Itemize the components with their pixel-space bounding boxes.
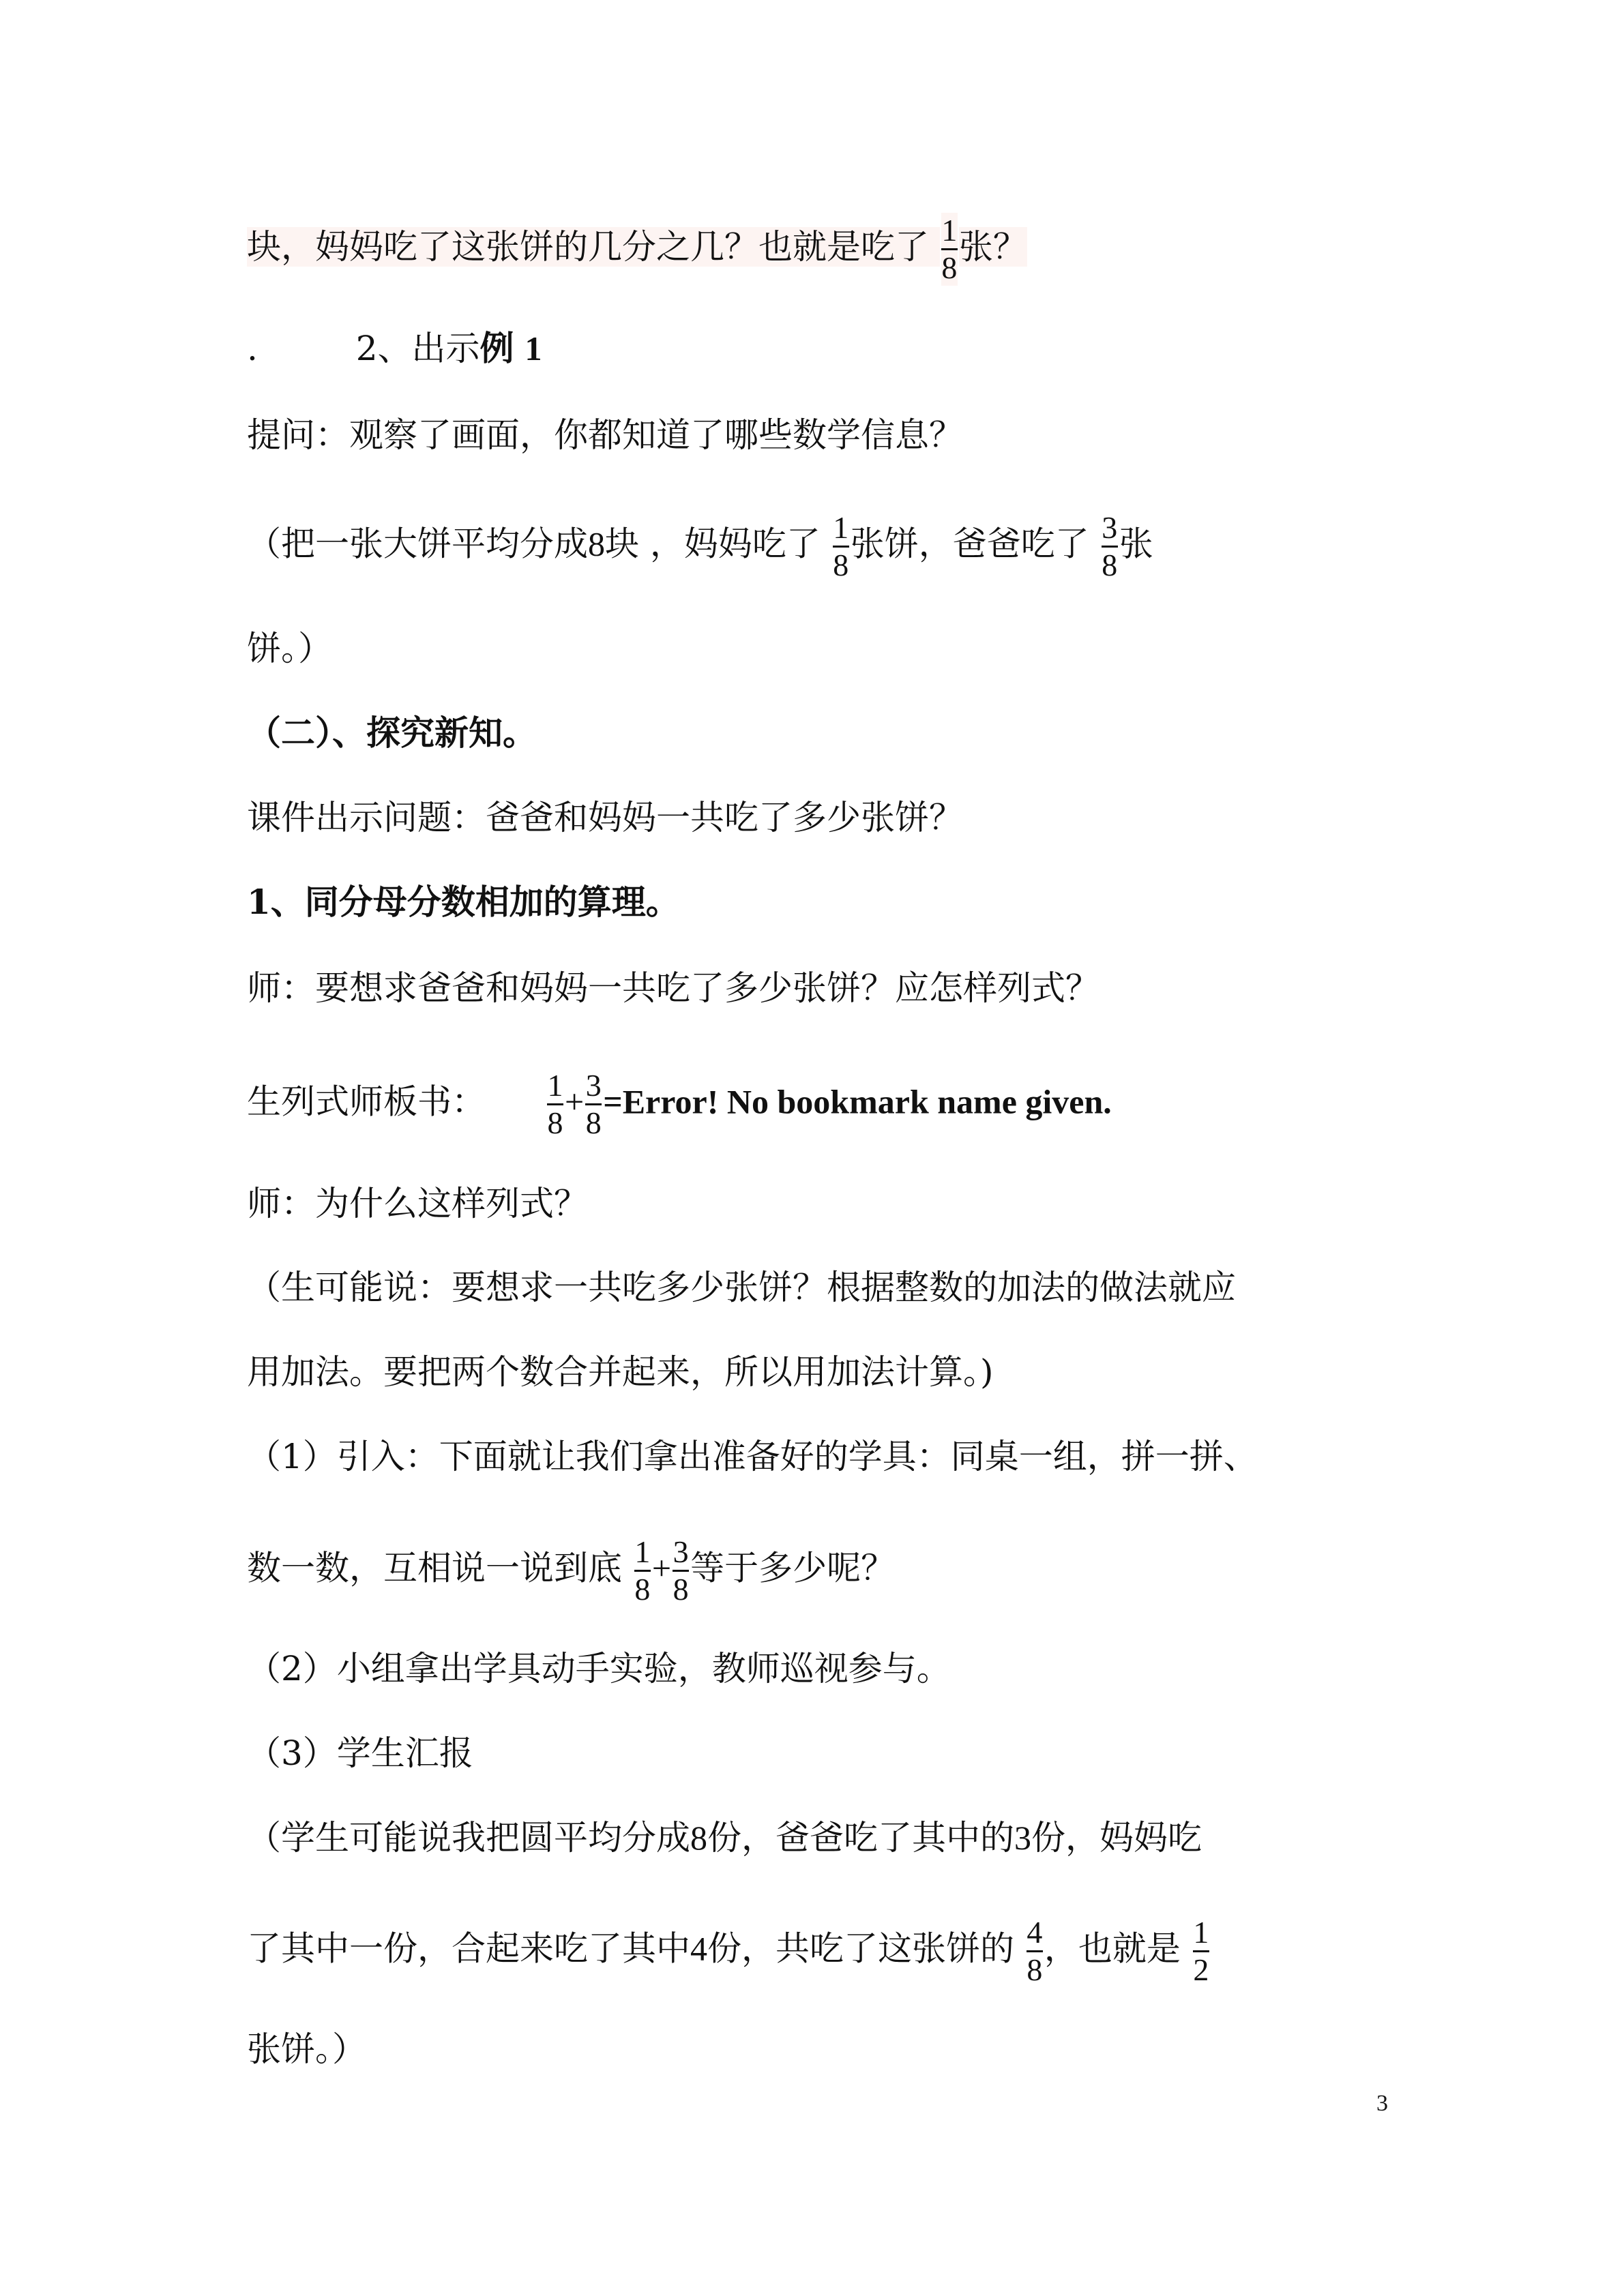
line-5: 饼。） — [247, 629, 332, 668]
line-10: 生列式师板书： $\frac{1}{8}$ + $\frac{3}{8}$ =Error! No bookmark name given. — [247, 1068, 1112, 1140]
line-1: 块，妈妈吃了这张饼的几分之几？也就是吃了 $\frac{1}{8}$ 张？ — [247, 213, 1027, 285]
fraction-1-2: $\frac{1}{2}$ — [1193, 1915, 1209, 1987]
line-16: （2）小组拿出学具动手实验，教师巡视参与。 — [247, 1649, 951, 1688]
line-7: 课件出示问题：爸爸和妈妈一共吃了多少张饼？ — [247, 798, 963, 837]
line-1-text: 块，妈妈吃了这张饼的几分之几？也就是吃了 — [247, 226, 940, 267]
line-17: （3）学生汇报 — [247, 1733, 473, 1773]
section-heading: （二）、探究新知。 — [247, 713, 537, 753]
line-19: 了其中一份，合起来吃了其中4份，共吃了这张饼的 $\frac{4}{8}$ ，也就是 $\frac{1}{2}$ — [247, 1915, 1209, 1987]
fraction-4-8: $\frac{4}{8}$ — [1027, 1915, 1043, 1987]
fraction-3-8: $\frac{3}{8}$ — [585, 1068, 602, 1140]
bookmark-error-text: Error! No bookmark name given. — [622, 1082, 1112, 1121]
fraction-1-8: $\frac{1}{8}$ — [547, 1068, 563, 1140]
line-14: （1）引入：下面就让我们拿出准备好的学具：同桌一组，拼一拼、 — [247, 1437, 1258, 1476]
line-20: 张饼。） — [247, 2029, 366, 2069]
fraction-1-8: $\frac{1}{8}$ — [833, 510, 849, 582]
fraction-1-8: $\frac{1}{8}$ — [941, 213, 958, 285]
line-15: 数一数，互相说一说到底 $\frac{1}{8}$ + $\frac{3}{8}$ 等于多少呢？ — [247, 1534, 896, 1607]
fraction-1-8: $\frac{1}{8}$ — [634, 1534, 651, 1607]
line-4: （把一张大饼平均分成8块 ，妈妈吃了 $\frac{1}{8}$ 张饼，爸爸吃了 $\frac{3}{8}$ 张 — [247, 510, 1153, 582]
line-18: （学生可能说我把圆平均分成8份，爸爸吃了其中的3份，妈妈吃 — [247, 1818, 1202, 1858]
line-2: . 2、出示例 1 — [247, 328, 542, 368]
fraction-3-8: $\frac{3}{8}$ — [1102, 510, 1118, 582]
fraction-3-8: $\frac{3}{8}$ — [673, 1534, 689, 1607]
list-dot: . — [247, 329, 258, 368]
equals-sign: = — [603, 1082, 623, 1121]
line-3: 提问：观察了画面，你都知道了哪些数学信息？ — [247, 415, 963, 455]
page-number: 3 — [1376, 2091, 1388, 2116]
subsection-heading: 1、同分母分数相加的算理。 — [247, 882, 680, 922]
line-12: （生可能说：要想求一共吃多少张饼？根据整数的加法的做法就应 — [247, 1268, 1236, 1307]
line-9: 师：要想求爸爸和妈妈一共吃了多少张饼？应怎样列式？ — [247, 968, 1099, 1008]
line-11: 师：为什么这样列式？ — [247, 1184, 588, 1223]
line-13: 用加法。要把两个数合并起来，所以用加法计算。) — [247, 1352, 994, 1392]
